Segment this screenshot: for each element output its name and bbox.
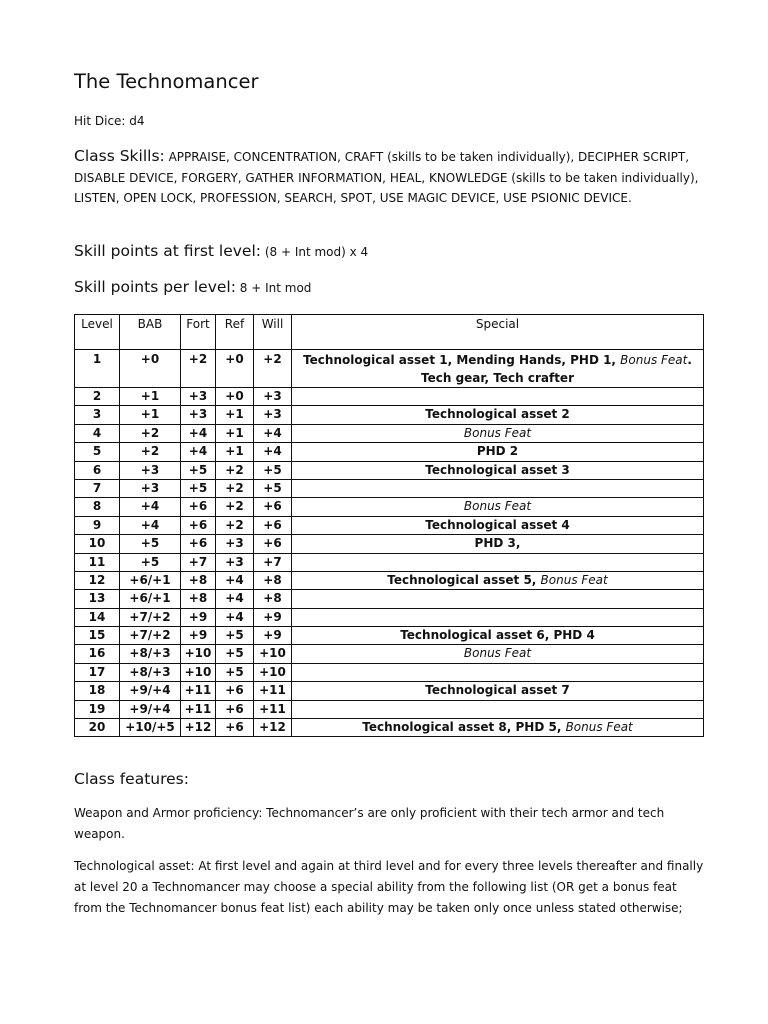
cell-bab: +9/+4 — [120, 682, 181, 700]
cell-will: +11 — [254, 682, 292, 700]
cell-bab: +1 — [120, 388, 181, 406]
cell-ref: +2 — [216, 516, 254, 534]
cell-special — [292, 590, 704, 608]
cell-special — [292, 388, 704, 406]
cell-bab: +0 — [120, 350, 181, 388]
cell-special — [292, 350, 704, 388]
cell-ref: +1 — [216, 443, 254, 461]
cell-ref: +5 — [216, 663, 254, 681]
cell-level: 16 — [75, 645, 120, 663]
cell-ref: +0 — [216, 388, 254, 406]
cell-ref: +2 — [216, 479, 254, 497]
cell-bab: +9/+4 — [120, 700, 181, 718]
cell-level: 3 — [75, 406, 120, 424]
table-row — [75, 590, 704, 608]
cell-fort: +12 — [181, 719, 216, 737]
cell-will: +11 — [254, 700, 292, 718]
cell-level: 8 — [75, 498, 120, 516]
hit-dice-line: Hit Dice: d4 — [74, 114, 145, 128]
cell-special — [292, 645, 704, 663]
cell-will: +10 — [254, 663, 292, 681]
level-progression-table — [74, 314, 704, 737]
skill-points-first-level — [74, 242, 368, 260]
special-text: Technological asset 5, — [387, 572, 541, 587]
skill-points-per-level — [74, 278, 311, 296]
table-header-row — [75, 315, 704, 350]
cell-ref: +4 — [216, 571, 254, 589]
cell-ref: +4 — [216, 608, 254, 626]
table-row — [75, 443, 704, 461]
cell-will: +12 — [254, 719, 292, 737]
cell-special — [292, 627, 704, 645]
cell-ref: +6 — [216, 719, 254, 737]
cell-will: +9 — [254, 627, 292, 645]
cell-fort: +6 — [181, 516, 216, 534]
cell-special — [292, 682, 704, 700]
cell-level: 20 — [75, 719, 120, 737]
skill-points-per-value: 8 + Int mod — [235, 281, 312, 295]
cell-fort: +11 — [181, 700, 216, 718]
cell-bab: +10/+5 — [120, 719, 181, 737]
cell-fort: +3 — [181, 388, 216, 406]
cell-bab: +5 — [120, 535, 181, 553]
cell-fort: +7 — [181, 553, 216, 571]
cell-fort: +5 — [181, 479, 216, 497]
cell-ref: +3 — [216, 535, 254, 553]
cell-fort: +11 — [181, 682, 216, 700]
header-bab: BAB — [120, 315, 181, 350]
table-row — [75, 645, 704, 663]
cell-fort: +8 — [181, 590, 216, 608]
cell-level: 12 — [75, 571, 120, 589]
cell-bab: +8/+3 — [120, 645, 181, 663]
header-fort: Fort — [181, 315, 216, 350]
cell-ref: +5 — [216, 645, 254, 663]
cell-bab: +6/+1 — [120, 590, 181, 608]
cell-ref: +2 — [216, 461, 254, 479]
cell-level: 7 — [75, 479, 120, 497]
special-feat: Bonus Feat — [463, 425, 532, 440]
cell-special — [292, 700, 704, 718]
cell-ref: +1 — [216, 424, 254, 442]
header-will: Will — [254, 315, 292, 350]
table-row — [75, 553, 704, 571]
cell-special — [292, 663, 704, 681]
special-text-after: . Tech gear, Tech crafter — [421, 353, 692, 385]
cell-level: 5 — [75, 443, 120, 461]
table-row — [75, 406, 704, 424]
cell-level: 2 — [75, 388, 120, 406]
cell-fort: +6 — [181, 535, 216, 553]
cell-will: +9 — [254, 608, 292, 626]
cell-bab: +3 — [120, 479, 181, 497]
cell-fort: +4 — [181, 424, 216, 442]
page-title: The Technomancer — [74, 70, 259, 93]
cell-level: 17 — [75, 663, 120, 681]
cell-will: +7 — [254, 553, 292, 571]
special-text: PHD 3, — [474, 536, 521, 551]
cell-special — [292, 461, 704, 479]
cell-will: +4 — [254, 443, 292, 461]
special-feat: Bonus Feat — [463, 499, 532, 514]
table-row — [75, 571, 704, 589]
cell-special — [292, 608, 704, 626]
cell-fort: +5 — [181, 461, 216, 479]
cell-will: +8 — [254, 590, 292, 608]
class-features-heading: Class features: — [74, 770, 189, 788]
cell-fort: +6 — [181, 498, 216, 516]
table-row — [75, 424, 704, 442]
table-row — [75, 516, 704, 534]
special-feat: Bonus Feat — [463, 646, 532, 661]
table-row — [75, 388, 704, 406]
cell-will: +5 — [254, 479, 292, 497]
cell-special — [292, 535, 704, 553]
cell-special — [292, 443, 704, 461]
cell-bab: +2 — [120, 443, 181, 461]
header-special: Special — [292, 315, 704, 350]
cell-will: +6 — [254, 535, 292, 553]
cell-will: +4 — [254, 424, 292, 442]
cell-bab: +3 — [120, 461, 181, 479]
cell-level: 19 — [75, 700, 120, 718]
cell-bab: +6/+1 — [120, 571, 181, 589]
table-row — [75, 535, 704, 553]
cell-ref: +6 — [216, 700, 254, 718]
cell-level: 4 — [75, 424, 120, 442]
cell-bab: +5 — [120, 553, 181, 571]
special-text: Technological asset 4 — [425, 517, 570, 532]
cell-bab: +2 — [120, 424, 181, 442]
skill-points-first-label: Skill points at first level: — [74, 242, 261, 260]
skill-points-first-value: (8 + Int mod) x 4 — [261, 245, 369, 259]
special-text: Technological asset 6, PHD 4 — [400, 628, 595, 643]
cell-bab: +7/+2 — [120, 608, 181, 626]
special-feat: Bonus Feat — [620, 353, 688, 367]
cell-level: 11 — [75, 553, 120, 571]
header-level: Level — [75, 315, 120, 350]
cell-level: 18 — [75, 682, 120, 700]
cell-fort: +10 — [181, 645, 216, 663]
table-row — [75, 461, 704, 479]
cell-bab: +4 — [120, 516, 181, 534]
cell-will: +6 — [254, 498, 292, 516]
cell-fort: +3 — [181, 406, 216, 424]
cell-level: 9 — [75, 516, 120, 534]
cell-ref: +0 — [216, 350, 254, 388]
cell-ref: +4 — [216, 590, 254, 608]
table-row — [75, 663, 704, 681]
cell-will: +8 — [254, 571, 292, 589]
technological-asset-paragraph: Technological asset: At first level and again at third level and for every three levels thereafter and finally at level 20 a Technomancer may choose a special ability from the following list (OR get a bonus feat from the Technomancer bonus feat list) each ability may be taken only once unless stated otherwise; — [74, 859, 704, 915]
cell-special — [292, 553, 704, 571]
cell-fort: +9 — [181, 608, 216, 626]
cell-bab: +1 — [120, 406, 181, 424]
cell-special — [292, 406, 704, 424]
cell-will: +6 — [254, 516, 292, 534]
table-body — [75, 350, 704, 737]
class-skills-text: APPRAISE, CONCENTRATION, CRAFT (skills to be taken individually), DECIPHER SCRIPT, DISABLE DEVICE, FORGERY, GATHER INFORMATION, HEAL, KNOWLEDGE (skills to be taken individually), LISTEN, OPEN LOCK, PROFESSION, SEARCH, SPOT, USE MAGIC DEVICE, USE PSIONIC DEVICE. — [74, 150, 699, 205]
cell-fort: +4 — [181, 443, 216, 461]
table-row — [75, 627, 704, 645]
cell-will: +2 — [254, 350, 292, 388]
cell-level: 15 — [75, 627, 120, 645]
cell-special — [292, 516, 704, 534]
class-skills-label: Class Skills: — [74, 147, 165, 165]
cell-ref: +5 — [216, 627, 254, 645]
special-text: Technological asset 1, Mending Hands, PHD 1, — [303, 353, 621, 367]
cell-fort: +2 — [181, 350, 216, 388]
skill-points-per-label: Skill points per level: — [74, 278, 236, 296]
cell-level: 6 — [75, 461, 120, 479]
special-text: PHD 2 — [476, 444, 519, 459]
cell-level: 1 — [75, 350, 120, 388]
cell-fort: +8 — [181, 571, 216, 589]
special-text: Technological asset 7 — [425, 683, 570, 698]
cell-ref: +6 — [216, 682, 254, 700]
table-row — [75, 608, 704, 626]
cell-will: +3 — [254, 388, 292, 406]
cell-level: 10 — [75, 535, 120, 553]
cell-ref: +2 — [216, 498, 254, 516]
weapon-armor-proficiency-paragraph: Weapon and Armor proficiency: Technomancer’s are only proficient with their tech armor and tech weapon. — [74, 806, 665, 841]
table-row — [75, 700, 704, 718]
cell-bab: +8/+3 — [120, 663, 181, 681]
cell-fort: +9 — [181, 627, 216, 645]
class-skills-paragraph — [74, 146, 704, 209]
table-row — [75, 719, 704, 737]
cell-level: 14 — [75, 608, 120, 626]
table-row — [75, 479, 704, 497]
cell-special — [292, 479, 704, 497]
cell-will: +10 — [254, 645, 292, 663]
table-row — [75, 350, 704, 388]
special-feat: Bonus Feat — [540, 572, 608, 587]
cell-ref: +3 — [216, 553, 254, 571]
header-ref: Ref — [216, 315, 254, 350]
cell-bab: +4 — [120, 498, 181, 516]
cell-special — [292, 719, 704, 737]
special-text: Technological asset 8, PHD 5, — [362, 720, 566, 735]
special-text: Technological asset 3 — [425, 462, 570, 477]
cell-will: +3 — [254, 406, 292, 424]
special-feat: Bonus Feat — [565, 720, 633, 735]
cell-will: +5 — [254, 461, 292, 479]
cell-special — [292, 571, 704, 589]
cell-ref: +1 — [216, 406, 254, 424]
cell-special — [292, 424, 704, 442]
special-text: Technological asset 2 — [425, 407, 570, 422]
cell-fort: +10 — [181, 663, 216, 681]
cell-level: 13 — [75, 590, 120, 608]
table-row — [75, 498, 704, 516]
cell-special — [292, 498, 704, 516]
table-row — [75, 682, 704, 700]
cell-bab: +7/+2 — [120, 627, 181, 645]
